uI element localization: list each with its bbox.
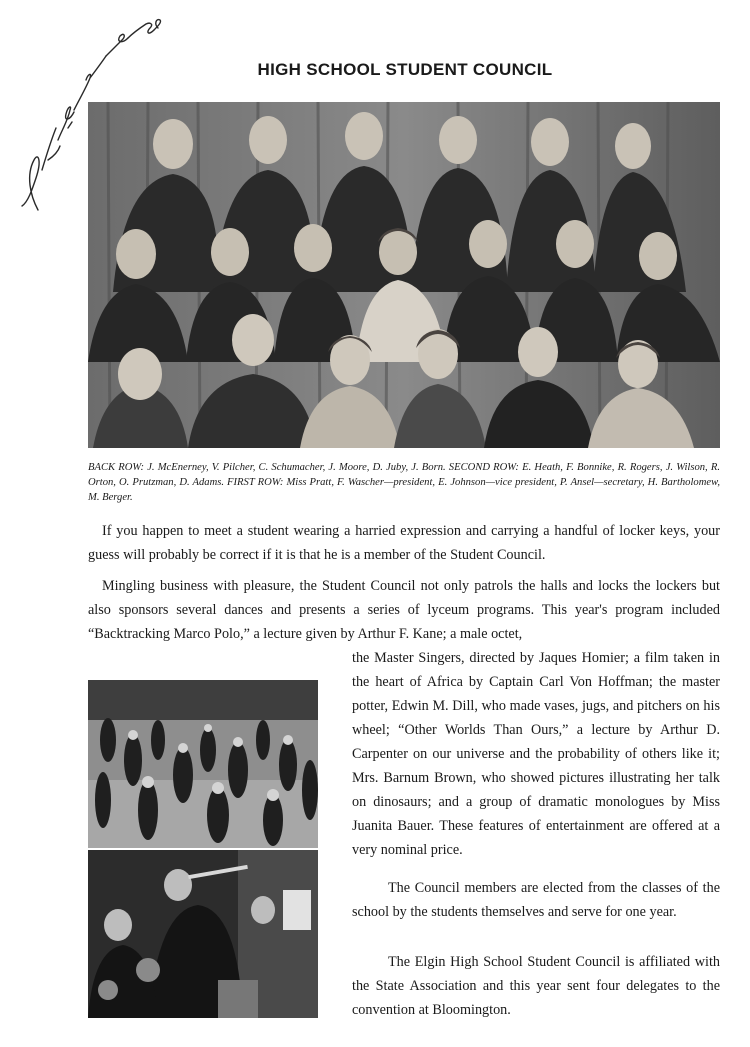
paragraph-state-association: The Elgin High School Student Council is affiliated with the State Association and this year sent four delegates to the convention at Bloomington. bbox=[352, 954, 720, 1018]
paragraph-lyceum-continued: the Master Singers, directed by Jaques Homier; a film taken in the heart of Africa by Captain Carl Von Hoffman; the master potter, Edwin M. Dill, who made vases, jugs, and pitchers on his wheel; “Other Worlds Than Ours,” a lecture by Arthur D. Carpenter on our universe and the probability of others like it; Mrs. Barnum Brown, who showed pictures illustrating her talk on dinosaurs; and a group of dramatic monologues by Miss Juanita Bauer. These features of entertainment are offered at a very nominal price. bbox=[352, 650, 720, 858]
student-council-group-photo bbox=[88, 102, 720, 448]
photo-caption: BACK ROW: J. McEnerney, V. Pilcher, C. Schumacher, J. Moore, D. Juby, J. Born. SECOND ROW: E. Heath, F. Bonnike, R. Rogers, J. Wilson, R. Orton, O. Prutzman, D. Adams. FIRST ROW: Miss Pratt, F. Wascher—president, E. Johnson—vice president, P. Ansel—secretary, H. Bartholomew, M. Berger. bbox=[88, 462, 720, 503]
page-title: HIGH SCHOOL STUDENT COUNCIL bbox=[257, 60, 553, 79]
paragraph-elections: The Council members are elected from the classes of the school by the students themselves and serve for one year. bbox=[352, 880, 720, 920]
dance-photo bbox=[88, 680, 318, 848]
paragraph-lyceum-intro: Mingling business with pleasure, the Student Council not only patrols the halls and locks the lockers but also sponsors several dances and presents a series of lyceum programs. This year's program included “Backtracking Marco Polo,” a lecture given by Arthur F. Kane; a male octet, bbox=[88, 578, 720, 642]
paragraph-locker-keys: If you happen to meet a student wearing a harried expression and carrying a handful of locker keys, your guess will probably be correct if it is that he is a member of the Student Council. bbox=[88, 523, 720, 563]
band-photo bbox=[88, 850, 318, 1018]
